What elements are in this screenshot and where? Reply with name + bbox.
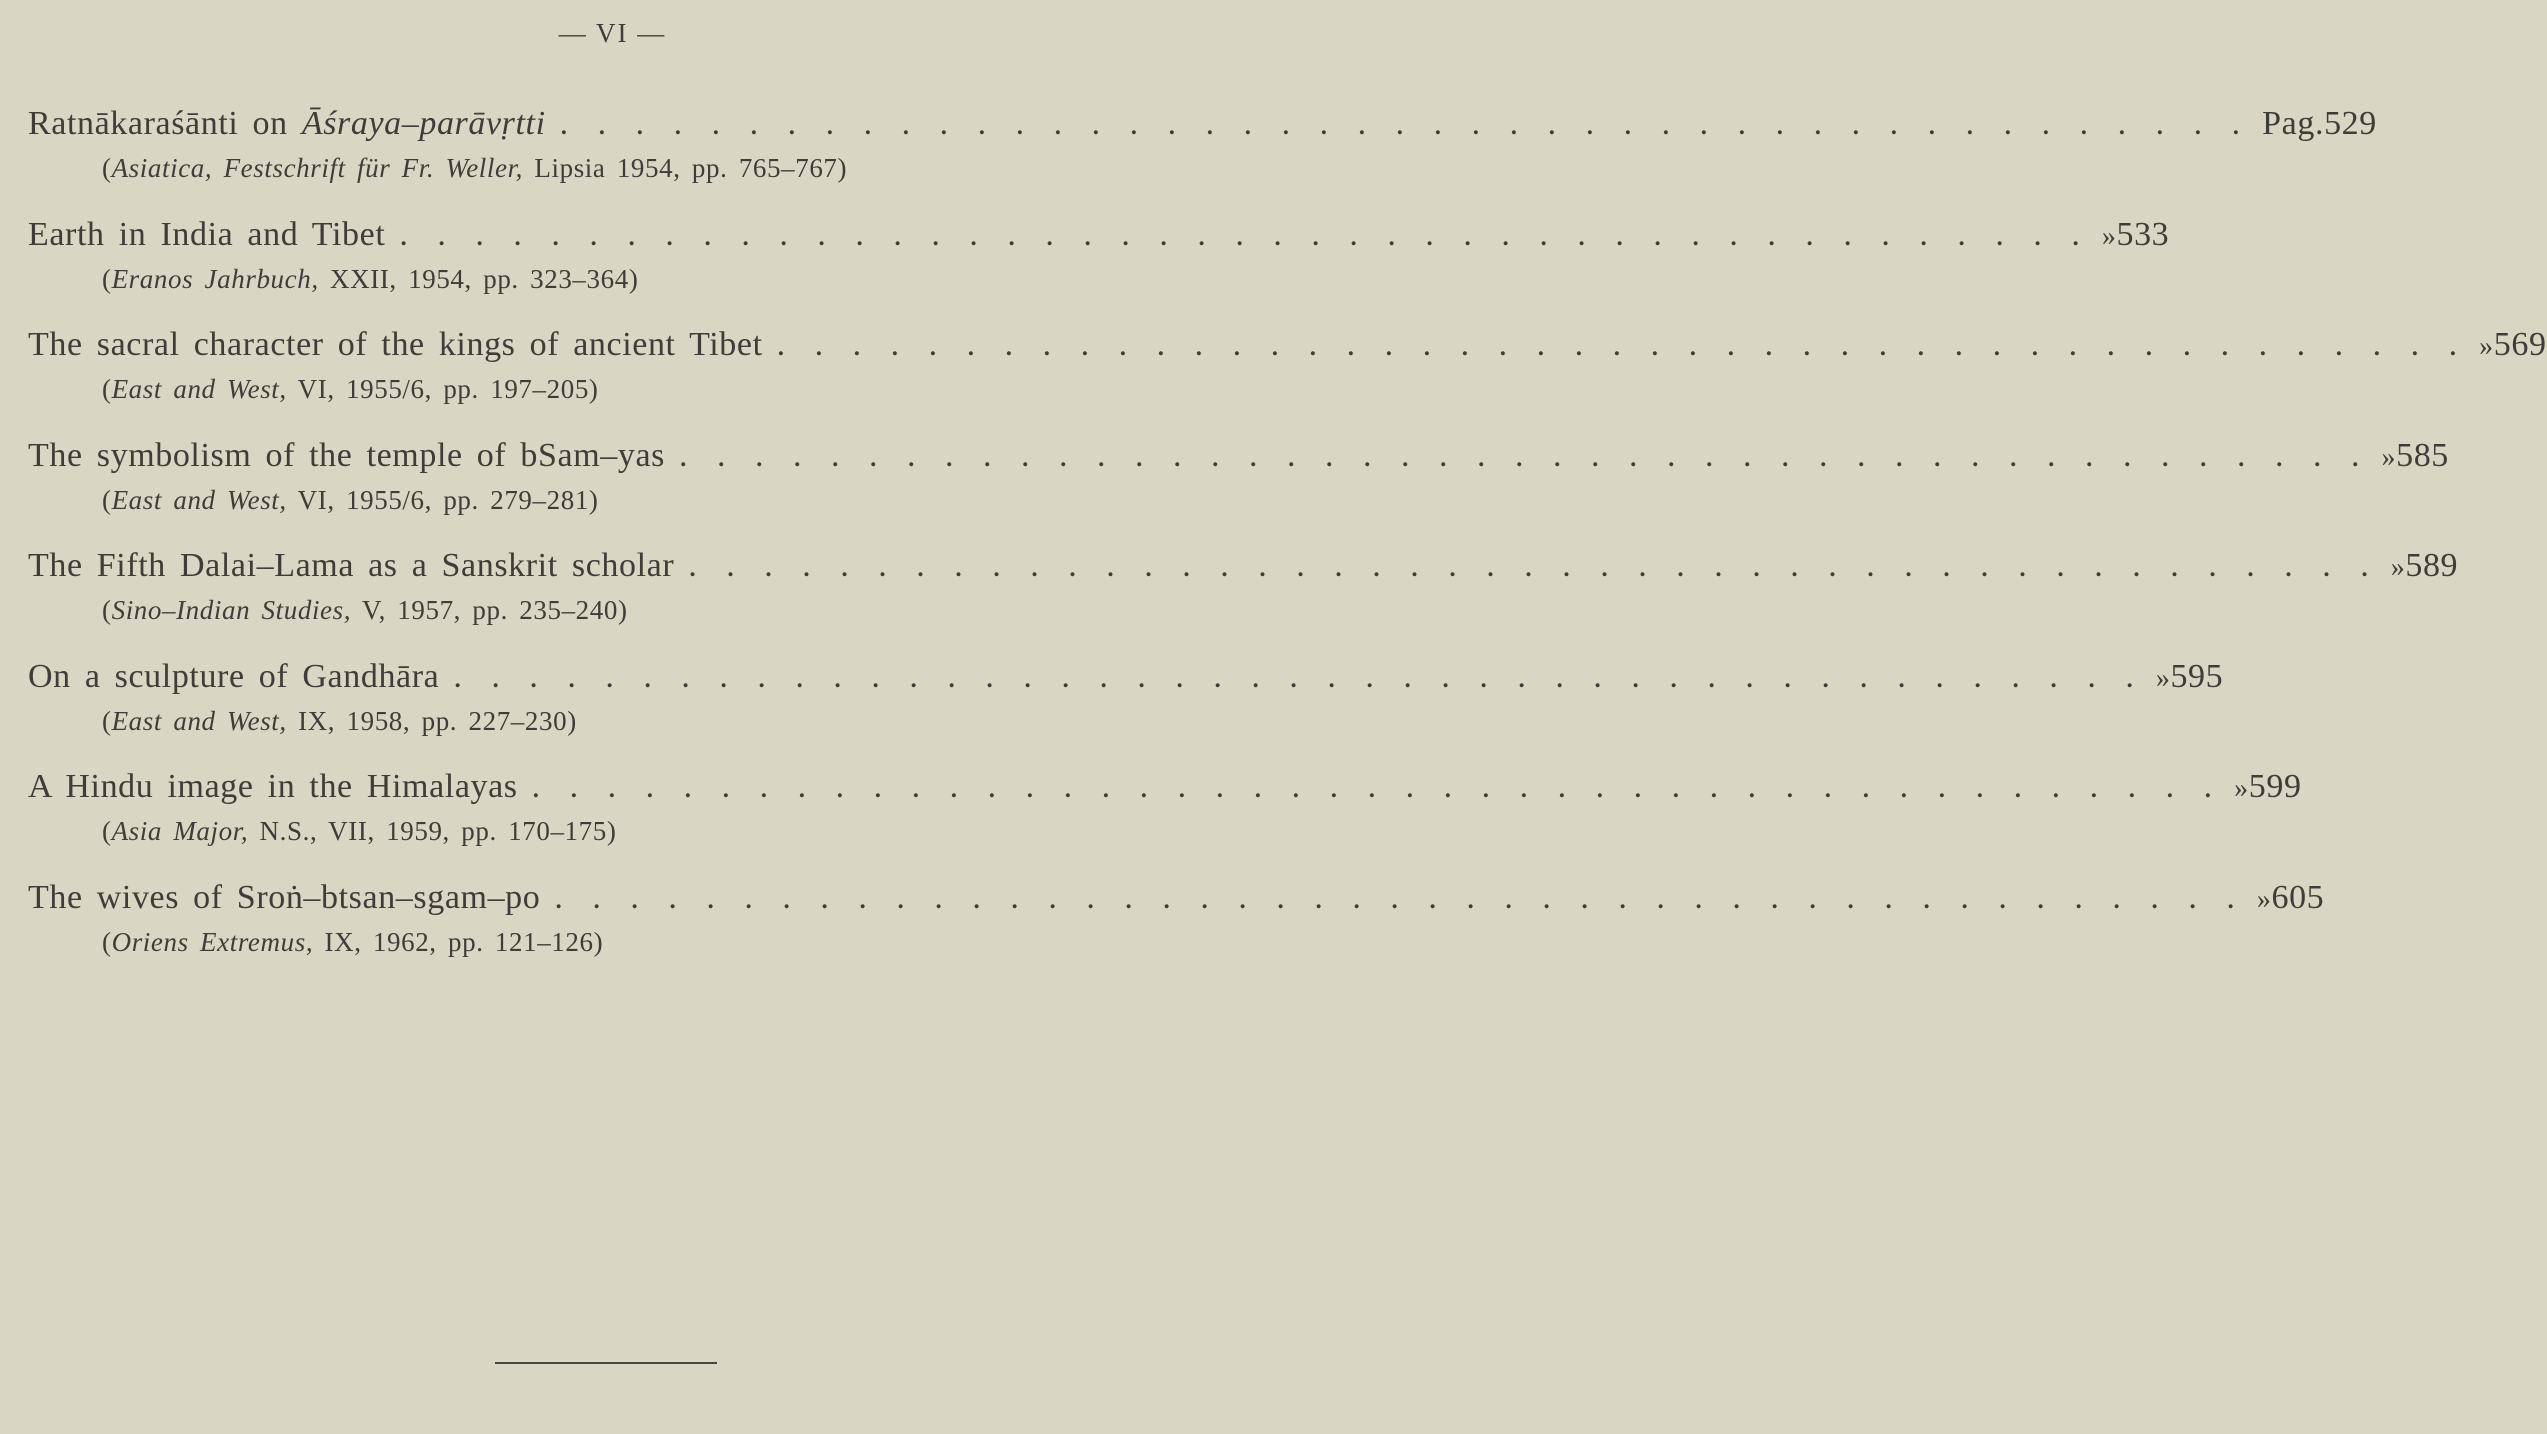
- entry-line: [28, 211, 2170, 259]
- entry-line: [28, 653, 2224, 701]
- ditto-mark: »: [2381, 441, 2397, 473]
- entry-source: (Oriens Extremus, IX, 1962, pp. 121–126): [102, 926, 604, 957]
- page-number: 533: [2116, 215, 2170, 253]
- dot-leader: . . . . . . . . . . . . . . . . . . . . . . . . . . . . . . . . . . . . . . . . . . . . .: [559, 105, 2249, 142]
- page-header: — VI —: [558, 18, 667, 48]
- page-number: 595: [2170, 657, 2224, 695]
- entry-source: (Eranos Jahrbuch, XXII, 1954, pp. 323–364): [102, 263, 639, 294]
- entry-source: (East and West, IX, 1958, pp. 227–230): [102, 705, 577, 736]
- page-number: 569: [2493, 326, 2547, 363]
- page-number: 529: [2324, 105, 2377, 142]
- bottom-rule: [495, 1362, 717, 1364]
- dot-leader: . . . . . . . . . . . . . . . . . . . . . . . . . . . . . . . . . . . . . . . . . . . . .: [453, 657, 2142, 695]
- entry-title[interactable]: Ratnākaraśānti on Āśraya–parāvṛtti: [28, 105, 546, 142]
- dot-leader: . . . . . . . . . . . . . . . . . . . . . . . . . . . . . . . . . . . . . . . . . . . . .: [554, 878, 2243, 916]
- entry-line: [28, 321, 2547, 369]
- dot-leader: . . . . . . . . . . . . . . . . . . . . . . . . . . . . . . . . . . . . . . . . . . . . .: [531, 768, 2221, 805]
- entry-source: (East and West, VI, 1955/6, pp. 279–281): [102, 484, 599, 515]
- toc-entry: [28, 653, 2224, 764]
- entry-line: [28, 874, 2325, 922]
- dot-leader: . . . . . . . . . . . . . . . . . . . . . . . . . . . . . . . . . . . . . . . . . . . . .: [688, 547, 2377, 584]
- dot-leader: . . . . . . . . . . . . . . . . . . . . . . . . . . . . . . . . . . . . . . . . . . . . .: [678, 436, 2368, 474]
- entry-line: [28, 763, 2302, 811]
- ditto-mark: »: [2479, 331, 2494, 362]
- page-number: 585: [2396, 436, 2449, 474]
- dot-leader: . . . . . . . . . . . . . . . . . . . . . . . . . . . . . . . . . . . . . . . . . . . . .: [776, 326, 2466, 363]
- entry-title[interactable]: Earth in India and Tibet: [28, 215, 386, 253]
- entry-source: (Asia Major, N.S., VII, 1959, pp. 170–175): [102, 816, 617, 846]
- entry-title-italic: Āśraya–parāvṛtti: [301, 105, 546, 142]
- toc-entry: [28, 763, 2302, 874]
- entry-line: [28, 100, 2377, 148]
- entry-source: (East and West, VI, 1955/6, pp. 197–205): [102, 374, 599, 404]
- toc-entry: [28, 321, 2547, 432]
- ditto-mark: »: [2256, 883, 2272, 915]
- page-number: 599: [2248, 768, 2302, 805]
- page-number: 589: [2405, 547, 2459, 584]
- entry-title[interactable]: The symbolism of the temple of bSam–yas: [28, 436, 665, 474]
- entry-title[interactable]: On a sculpture of Gandhāra: [28, 657, 440, 695]
- toc-entry: [28, 874, 2325, 985]
- entry-title[interactable]: The sacral character of the kings of ancient Tibet: [28, 326, 763, 363]
- ditto-mark: »: [2101, 220, 2117, 252]
- pag-label: Pag.: [2262, 105, 2325, 142]
- toc-entry: [28, 432, 2449, 543]
- entry-source: (Asiatica, Festschrift für Fr. Weller, Lipsia 1954, pp. 765–767): [102, 153, 848, 183]
- ditto-mark: »: [2390, 552, 2406, 583]
- entry-line: [28, 542, 2459, 590]
- ditto-mark: »: [2234, 773, 2249, 804]
- entry-title[interactable]: The wives of Sroṅ–btsan–sgam–po: [28, 878, 541, 916]
- ditto-mark: »: [2155, 662, 2171, 694]
- entry-line: [28, 432, 2449, 480]
- toc-entry: [28, 542, 2459, 653]
- entry-title[interactable]: A Hindu image in the Himalayas: [28, 768, 518, 805]
- entry-source: (Sino–Indian Studies, V, 1957, pp. 235–240): [102, 595, 628, 625]
- table-of-contents: [28, 100, 2547, 984]
- toc-entry: [28, 100, 2377, 211]
- dot-leader: . . . . . . . . . . . . . . . . . . . . . . . . . . . . . . . . . . . . . . . . . . . . .: [399, 215, 2088, 253]
- page-number: 605: [2271, 878, 2325, 916]
- entry-title[interactable]: The Fifth Dalai–Lama as a Sanskrit scholar: [28, 547, 675, 584]
- toc-entry: [28, 211, 2170, 322]
